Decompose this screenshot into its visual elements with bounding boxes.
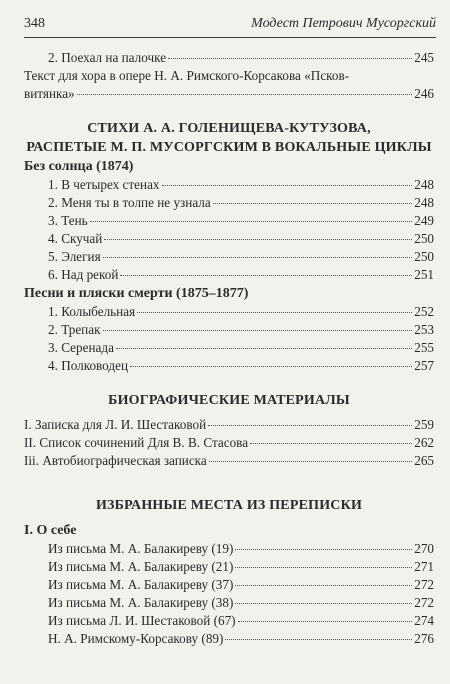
- leader-dots: [168, 58, 412, 59]
- section-title: ИЗБРАННЫЕ МЕСТА ИЗ ПЕРЕПИСКИ: [95, 498, 363, 513]
- page-ref: 270: [414, 541, 434, 556]
- cycle-title: Песни и пляски смерти (1875–1877): [24, 286, 249, 301]
- page-ref: 276: [414, 631, 434, 646]
- entry-label: 1. Колыбельная: [48, 304, 136, 319]
- leader-dots: [137, 312, 412, 313]
- page-ref: 252: [414, 304, 434, 319]
- cycle-list: [24, 176, 434, 284]
- entry-label: витянка»: [24, 86, 75, 101]
- entry-label: 3. Серенада: [48, 340, 114, 355]
- entry-label: 2. Поехал на палочке: [48, 50, 167, 65]
- page-ref: 274: [414, 613, 434, 628]
- entry-label: Из письма Л. И. Шестаковой (67): [48, 613, 236, 628]
- page-ref: 251: [414, 267, 434, 282]
- leader-dots: [209, 461, 412, 462]
- page-ref: 262: [414, 435, 434, 450]
- page-ref: 245: [414, 50, 434, 65]
- entry-label: 4. Полководец: [48, 358, 129, 373]
- page-header: [24, 16, 436, 38]
- bio-list: [24, 416, 434, 470]
- entry-label: Из письма М. А. Балакиреву (19): [48, 541, 234, 556]
- entry-label: Текст для хора в опере Н. А. Римского-Корсакова «Псков-: [24, 68, 350, 83]
- leader-dots: [116, 348, 412, 349]
- letters-list: [24, 540, 434, 648]
- entry-label: 5. Элегия: [48, 249, 101, 264]
- leader-dots: [235, 549, 412, 550]
- page-ref: 272: [414, 595, 434, 610]
- leader-dots: [213, 203, 412, 204]
- section-title: СТИХИ А. А. ГОЛЕНИЩЕВА-КУТУЗОВА,: [87, 121, 371, 136]
- toc-entry: [24, 594, 434, 612]
- page-ref: 248: [414, 177, 434, 192]
- entry-label: 2. Меня ты в толпе не узнала: [48, 195, 211, 210]
- toc-entry: [24, 357, 434, 375]
- toc-entry: [24, 212, 434, 230]
- toc-entry: [24, 452, 434, 470]
- leader-dots: [238, 621, 413, 622]
- toc-entry: [24, 248, 434, 266]
- toc-entry: [24, 266, 434, 284]
- page-ref: 250: [414, 231, 434, 246]
- page-ref: 255: [414, 340, 434, 355]
- entry-label: Н. А. Римскому-Корсакову (89): [48, 631, 224, 646]
- page-ref: 248: [414, 195, 434, 210]
- page-ref: 271: [414, 559, 434, 574]
- leader-dots: [104, 239, 412, 240]
- leader-dots: [235, 585, 412, 586]
- toc-entry: [24, 230, 434, 248]
- subsection-title: I. О себе: [24, 523, 77, 538]
- toc-entry: [24, 540, 434, 558]
- leader-dots: [235, 567, 412, 568]
- toc-entry: [24, 612, 434, 630]
- leader-dots: [120, 275, 412, 276]
- toc-entry: [24, 176, 434, 194]
- toc-entry: [24, 321, 434, 339]
- toc-entry: [24, 630, 434, 648]
- toc-entry: [24, 416, 434, 434]
- entry-label: 3. Тень: [48, 213, 88, 228]
- entry-label: I. Записка для Л. И. Шестаковой: [24, 417, 207, 432]
- section-title: РАСПЕТЫЕ М. П. МУСОРГСКИМ В ВОКАЛЬНЫЕ ЦИКЛЫ: [26, 140, 432, 155]
- page-ref: 249: [414, 213, 434, 228]
- section-title: БИОГРАФИЧЕСКИЕ МАТЕРИАЛЫ: [108, 393, 350, 408]
- toc-entry: [24, 576, 434, 594]
- page-ref: 257: [414, 358, 434, 373]
- entry-label: 2. Трепак: [48, 322, 101, 337]
- running-title: Модест Петрович Мусоргский: [251, 16, 436, 31]
- toc-entry: [24, 194, 434, 212]
- toc-entry: [24, 67, 434, 103]
- toc-entry: [24, 558, 434, 576]
- entry-label: 4. Скучай: [48, 231, 103, 246]
- leader-dots: [225, 639, 412, 640]
- entry-label: Из письма М. А. Балакиреву (21): [48, 559, 234, 574]
- entry-label: II. Список сочинений Для В. В. Стасова: [24, 435, 249, 450]
- entry-label: 6. Над рекой: [48, 267, 119, 282]
- entry-label: Из письма М. А. Балакиреву (37): [48, 577, 234, 592]
- leader-dots: [103, 257, 413, 258]
- leader-dots: [130, 366, 412, 367]
- leader-dots: [103, 330, 413, 331]
- table-of-contents: [24, 49, 434, 648]
- leader-dots: [208, 425, 412, 426]
- leader-dots: [90, 221, 413, 222]
- page-ref: 246: [414, 86, 434, 101]
- page-ref: 250: [414, 249, 434, 264]
- leader-dots: [235, 603, 412, 604]
- toc-entry: [24, 339, 434, 357]
- cycle-title: Без солнца (1874): [24, 159, 134, 174]
- leader-dots: [162, 185, 413, 186]
- page-ref: 253: [414, 322, 434, 337]
- entry-label: Iii. Автобиографическая записка: [24, 453, 207, 468]
- entry-label: Из письма М. А. Балакиреву (38): [48, 595, 234, 610]
- entry-label: [24, 85, 434, 103]
- toc-entry: [24, 303, 434, 321]
- leader-dots: [77, 94, 413, 95]
- entry-label: 1. В четырех стенах: [48, 177, 160, 192]
- cycle-list: [24, 303, 434, 375]
- leader-dots: [250, 443, 412, 444]
- page-ref: 265: [414, 453, 434, 468]
- page-ref: 272: [414, 577, 434, 592]
- toc-entry: [24, 49, 434, 67]
- page-number: 348: [24, 16, 45, 31]
- page-ref: 259: [414, 417, 434, 432]
- toc-entry: [24, 434, 434, 452]
